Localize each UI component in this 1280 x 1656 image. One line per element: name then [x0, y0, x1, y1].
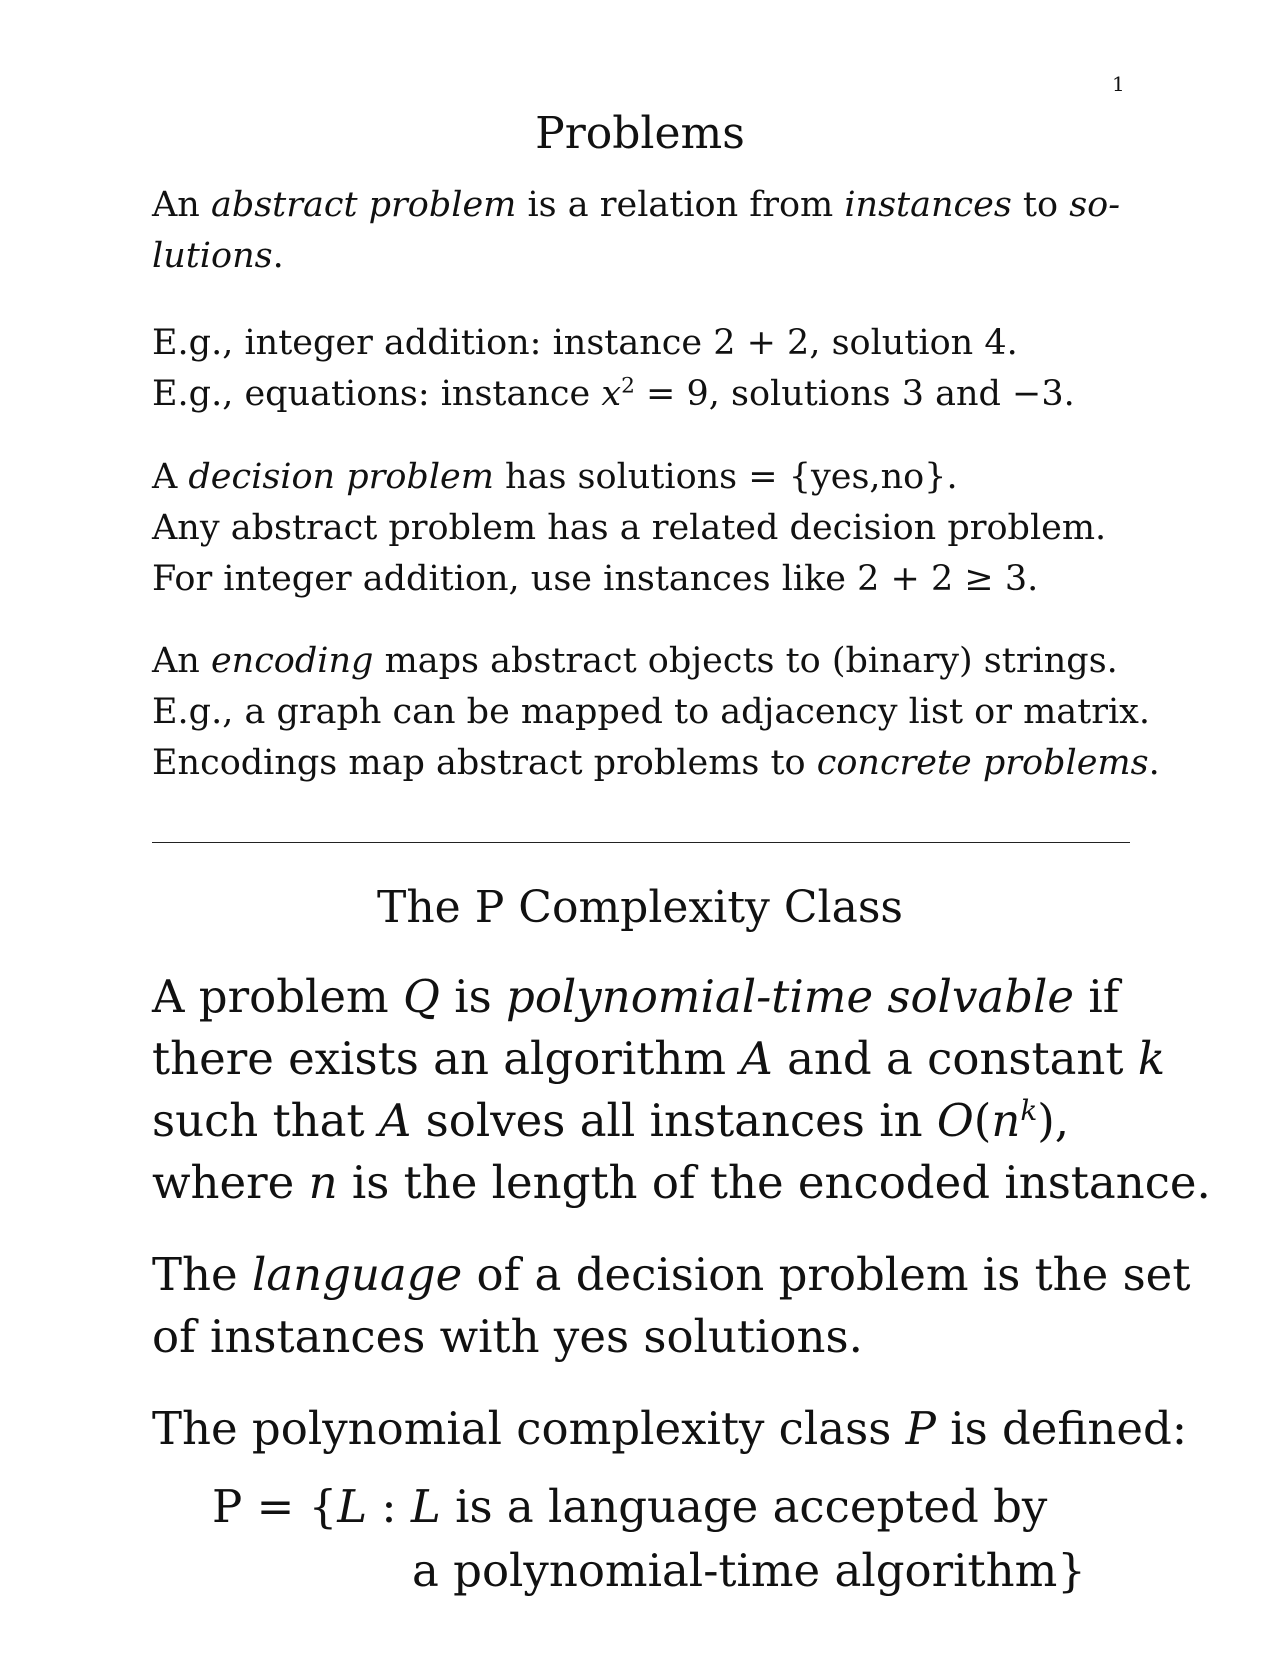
text-line: where n is the length of the encoded instance. [152, 1156, 1211, 1209]
text-line: of instances with yes solutions. [152, 1310, 863, 1363]
paragraph-abstract-problem [152, 180, 1132, 282]
paragraph-polynomial-time [152, 966, 1211, 1214]
text-line: Encodings map abstract problems to concrete problems. [152, 743, 1160, 783]
text-line: The language of a decision problem is the set [152, 1248, 1191, 1301]
paragraph-examples [152, 318, 1132, 420]
paragraph-decision-problem [152, 452, 1132, 605]
text-line: A decision problem has solutions = {yes,no}. [152, 457, 958, 497]
text-line: there exists an algorithm A and a constant k [152, 1032, 1166, 1085]
text-line: E.g., a graph can be mapped to adjacency list or matrix. [152, 692, 1150, 732]
text-line: such that A solves all instances in $O(n^k)$, [152, 1094, 1070, 1147]
text-line: Any abstract problem has a related decision problem. [152, 508, 1107, 548]
paragraph-class-p [152, 1398, 1188, 1460]
text-line: lutions. [152, 236, 284, 276]
text-line: E.g., equations: instance $x^2 = 9$, solutions 3 and −3. [152, 373, 1075, 414]
section-title-problems: Problems [535, 108, 745, 159]
text-line: An abstract problem is a relation from instances to so- [152, 185, 1121, 225]
definition-line-2: a polynomial-time algorithm} [412, 1544, 1086, 1597]
page-number: 1 [1112, 72, 1125, 96]
text-line: E.g., integer addition: instance 2 + 2, solution 4. [152, 323, 1018, 363]
text-line: A problem Q is polynomial-time solvable if [152, 970, 1120, 1023]
text-line: The polynomial complexity class P is defined: [152, 1402, 1188, 1455]
paragraph-encoding [152, 636, 1160, 789]
section-divider [152, 842, 1130, 843]
text-line: An encoding maps abstract objects to (binary) strings. [152, 641, 1118, 681]
definition-line-1: P = {L : L is a language accepted by [212, 1480, 1048, 1533]
text-line: For integer addition, use instances like 2 + 2 ≥ 3. [152, 559, 1039, 599]
paragraph-language [152, 1244, 1191, 1368]
section-title-p-class: The P Complexity Class [376, 882, 903, 933]
